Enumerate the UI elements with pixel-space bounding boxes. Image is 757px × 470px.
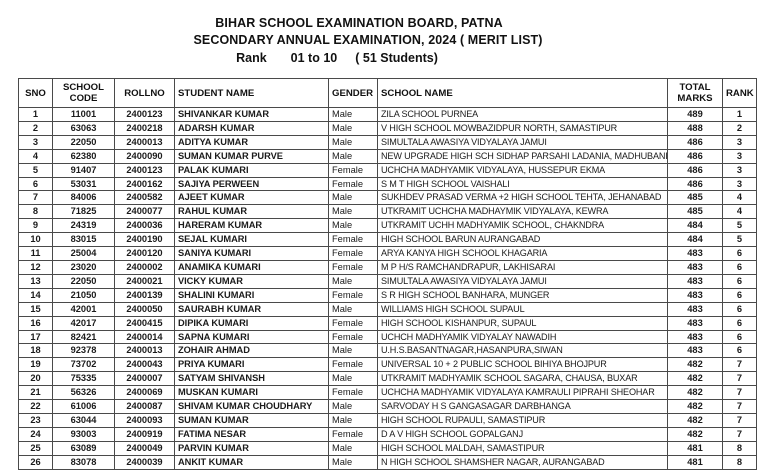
cell-gender: Male xyxy=(329,219,378,233)
header-rollno: ROLLNO xyxy=(115,79,175,108)
cell-student-name: SAURABH KUMAR xyxy=(175,302,329,316)
examination-title: SECONDARY ANNUAL EXAMINATION, 2024 ( MERIT LIST) xyxy=(193,33,543,47)
cell-school-code: 61006 xyxy=(53,400,115,414)
table-row xyxy=(19,233,757,247)
cell-rank: 6 xyxy=(723,260,757,274)
cell-student-name: PALAK KUMARI xyxy=(175,163,329,177)
cell-sno: 6 xyxy=(19,177,53,191)
cell-total-marks: 482 xyxy=(668,427,723,441)
cell-rank: 6 xyxy=(723,247,757,261)
cell-sno: 4 xyxy=(19,149,53,163)
cell-student-name: RAHUL KUMAR xyxy=(175,205,329,219)
cell-school-code: 63044 xyxy=(53,413,115,427)
cell-school-name: HIGH SCHOOL MALDAH, SAMASTIPUR xyxy=(378,441,668,455)
cell-total-marks: 481 xyxy=(668,455,723,469)
cell-sno: 3 xyxy=(19,135,53,149)
cell-rollno: 2400123 xyxy=(115,163,175,177)
cell-school-name: UTKRAMIT UCHCHA MADHAYMIK VIDYALAYA, KEWRA xyxy=(378,205,668,219)
rank-range-value: 01 to 10 xyxy=(290,51,338,65)
cell-school-code: 24319 xyxy=(53,219,115,233)
cell-student-name: AJEET KUMAR xyxy=(175,191,329,205)
table-row xyxy=(19,441,757,455)
cell-school-name: UCHCHA MADHYAMIK VIDYALAYA KAMRAULI PIPRAHI SHEOHAR xyxy=(378,386,668,400)
cell-student-name: ADITYA KUMAR xyxy=(175,135,329,149)
header-row xyxy=(19,79,757,108)
cell-sno: 20 xyxy=(19,372,53,386)
cell-school-name: SIMULTALA AWASIYA VIDYALAYA JAMUI xyxy=(378,135,668,149)
table-row xyxy=(19,108,757,122)
cell-rank: 6 xyxy=(723,330,757,344)
cell-student-name: MUSKAN KUMARI xyxy=(175,386,329,400)
cell-student-name: PRIYA KUMARI xyxy=(175,358,329,372)
cell-rank: 2 xyxy=(723,121,757,135)
table-row xyxy=(19,400,757,414)
cell-total-marks: 486 xyxy=(668,177,723,191)
header-school-code xyxy=(53,79,115,108)
table-row xyxy=(19,386,757,400)
cell-total-marks: 484 xyxy=(668,219,723,233)
cell-rollno: 2400013 xyxy=(115,135,175,149)
cell-gender: Female xyxy=(329,288,378,302)
cell-total-marks: 485 xyxy=(668,191,723,205)
cell-total-marks: 486 xyxy=(668,149,723,163)
cell-student-name: SAPNA KUMARI xyxy=(175,330,329,344)
student-count: ( 51 Students) xyxy=(355,51,438,65)
cell-rank: 3 xyxy=(723,163,757,177)
cell-student-name: SUMAN KUMAR xyxy=(175,413,329,427)
cell-sno: 18 xyxy=(19,344,53,358)
header-rank: RANK xyxy=(723,79,757,108)
cell-school-code: 56326 xyxy=(53,386,115,400)
cell-gender: Male xyxy=(329,149,378,163)
cell-sno: 5 xyxy=(19,163,53,177)
cell-school-name: S M T HIGH SCHOOL VAISHALI xyxy=(378,177,668,191)
cell-gender: Male xyxy=(329,274,378,288)
cell-rollno: 2400043 xyxy=(115,358,175,372)
cell-student-name: SEJAL KUMARI xyxy=(175,233,329,247)
cell-school-name: U.H.S.BASANTNAGAR,HASANPURA,SIWAN xyxy=(378,344,668,358)
cell-sno: 1 xyxy=(19,108,53,122)
table-row xyxy=(19,121,757,135)
cell-sno: 11 xyxy=(19,247,53,261)
cell-sno: 17 xyxy=(19,330,53,344)
cell-rank: 6 xyxy=(723,344,757,358)
cell-student-name: SHALINI KUMARI xyxy=(175,288,329,302)
table-row xyxy=(19,177,757,191)
cell-school-name: UCHCH MADHYAMIK VIDYALAY NAWADIH xyxy=(378,330,668,344)
cell-total-marks: 483 xyxy=(668,316,723,330)
cell-gender: Male xyxy=(329,302,378,316)
table-row xyxy=(19,247,757,261)
cell-rank: 7 xyxy=(723,400,757,414)
cell-rank: 7 xyxy=(723,413,757,427)
cell-school-code: 83078 xyxy=(53,455,115,469)
cell-school-name: D A V HIGH SCHOOL GOPALGANJ xyxy=(378,427,668,441)
cell-sno: 12 xyxy=(19,260,53,274)
cell-total-marks: 485 xyxy=(668,205,723,219)
cell-sno: 23 xyxy=(19,413,53,427)
cell-sno: 24 xyxy=(19,427,53,441)
cell-gender: Male xyxy=(329,441,378,455)
cell-rollno: 2400087 xyxy=(115,400,175,414)
cell-rank: 8 xyxy=(723,441,757,455)
cell-gender: Male xyxy=(329,121,378,135)
cell-school-code: 63089 xyxy=(53,441,115,455)
cell-school-code: 75335 xyxy=(53,372,115,386)
cell-rank: 4 xyxy=(723,205,757,219)
cell-sno: 14 xyxy=(19,288,53,302)
cell-rollno: 2400415 xyxy=(115,316,175,330)
cell-school-name: HIGH SCHOOL RUPAULI, SAMASTIPUR xyxy=(378,413,668,427)
header-gender: GENDER xyxy=(329,79,378,108)
table-row xyxy=(19,288,757,302)
header-school-code-line1: SCHOOL xyxy=(62,82,105,93)
merit-table xyxy=(18,78,757,470)
cell-student-name: PARVIN KUMAR xyxy=(175,441,329,455)
cell-rank: 7 xyxy=(723,358,757,372)
cell-school-code: 73702 xyxy=(53,358,115,372)
cell-gender: Male xyxy=(329,372,378,386)
cell-rollno: 2400039 xyxy=(115,455,175,469)
cell-school-name: V HIGH SCHOOL MOWBAZIDPUR NORTH, SAMASTIPUR xyxy=(378,121,668,135)
header-total-marks-line1: TOTAL xyxy=(679,82,711,93)
cell-rank: 6 xyxy=(723,302,757,316)
cell-rank: 8 xyxy=(723,455,757,469)
cell-school-name: HIGH SCHOOL BARUN AURANGABAD xyxy=(378,233,668,247)
table-row xyxy=(19,135,757,149)
table-row xyxy=(19,219,757,233)
cell-school-name: UTKRAMIT MADHYAMIK SCHOOL SAGARA, CHAUSA, BUXAR xyxy=(378,372,668,386)
cell-gender: Male xyxy=(329,135,378,149)
cell-school-name: WILLIAMS HIGH SCHOOL SUPAUL xyxy=(378,302,668,316)
cell-rank: 3 xyxy=(723,135,757,149)
header-total-marks xyxy=(668,79,723,108)
cell-sno: 16 xyxy=(19,316,53,330)
table-row xyxy=(19,205,757,219)
cell-school-name: NEW UPGRADE HIGH SCH SIDHAP PARSAHI LADANIA, MADHUBANI xyxy=(378,149,668,163)
cell-rollno: 2400013 xyxy=(115,344,175,358)
cell-school-code: 82421 xyxy=(53,330,115,344)
cell-school-code: 63063 xyxy=(53,121,115,135)
header-school-code-line2: CODE xyxy=(69,93,98,104)
cell-rank: 6 xyxy=(723,316,757,330)
cell-school-code: 22050 xyxy=(53,135,115,149)
cell-student-name: ZOHAIR AHMAD xyxy=(175,344,329,358)
cell-rollno: 2400093 xyxy=(115,413,175,427)
cell-school-name: ARYA KANYA HIGH SCHOOL KHAGARIA xyxy=(378,247,668,261)
cell-total-marks: 482 xyxy=(668,400,723,414)
table-row xyxy=(19,274,757,288)
cell-school-code: 93003 xyxy=(53,427,115,441)
cell-gender: Male xyxy=(329,455,378,469)
cell-school-code: 71825 xyxy=(53,205,115,219)
cell-total-marks: 481 xyxy=(668,441,723,455)
cell-total-marks: 483 xyxy=(668,302,723,316)
cell-rollno: 2400139 xyxy=(115,288,175,302)
cell-sno: 15 xyxy=(19,302,53,316)
cell-school-code: 42001 xyxy=(53,302,115,316)
cell-rollno: 2400123 xyxy=(115,108,175,122)
table-row xyxy=(19,149,757,163)
cell-rank: 4 xyxy=(723,191,757,205)
cell-rank: 5 xyxy=(723,233,757,247)
cell-total-marks: 483 xyxy=(668,330,723,344)
cell-student-name: SANIYA KUMARI xyxy=(175,247,329,261)
cell-rollno: 2400036 xyxy=(115,219,175,233)
cell-sno: 26 xyxy=(19,455,53,469)
cell-rollno: 2400077 xyxy=(115,205,175,219)
cell-student-name: ANKIT KUMAR xyxy=(175,455,329,469)
cell-total-marks: 484 xyxy=(668,233,723,247)
cell-gender: Female xyxy=(329,358,378,372)
cell-gender: Male xyxy=(329,191,378,205)
cell-total-marks: 486 xyxy=(668,135,723,149)
header-sno: SNO xyxy=(19,79,53,108)
cell-student-name: SHIVANKAR KUMAR xyxy=(175,108,329,122)
cell-sno: 13 xyxy=(19,274,53,288)
table-row xyxy=(19,372,757,386)
cell-rank: 7 xyxy=(723,372,757,386)
cell-rollno: 2400014 xyxy=(115,330,175,344)
cell-rollno: 2400090 xyxy=(115,149,175,163)
table-row xyxy=(19,260,757,274)
cell-total-marks: 482 xyxy=(668,358,723,372)
cell-total-marks: 482 xyxy=(668,413,723,427)
cell-total-marks: 483 xyxy=(668,260,723,274)
cell-total-marks: 482 xyxy=(668,386,723,400)
cell-rank: 3 xyxy=(723,149,757,163)
cell-sno: 21 xyxy=(19,386,53,400)
cell-student-name: ADARSH KUMAR xyxy=(175,121,329,135)
table-row xyxy=(19,358,757,372)
cell-gender: Male xyxy=(329,344,378,358)
cell-sno: 7 xyxy=(19,191,53,205)
table-row xyxy=(19,413,757,427)
cell-sno: 2 xyxy=(19,121,53,135)
cell-total-marks: 486 xyxy=(668,163,723,177)
document-header xyxy=(0,0,718,67)
cell-school-name: S R HIGH SCHOOL BANHARA, MUNGER xyxy=(378,288,668,302)
cell-school-code: 91407 xyxy=(53,163,115,177)
cell-gender: Male xyxy=(329,413,378,427)
cell-school-name: SUKHDEV PRASAD VERMA +2 HIGH SCHOOL TEHTA, JEHANABAD xyxy=(378,191,668,205)
cell-school-code: 21050 xyxy=(53,288,115,302)
cell-school-name: UCHCHA MADHYAMIK VIDYALAYA, HUSSEPUR EKMA xyxy=(378,163,668,177)
cell-student-name: DIPIKA KUMARI xyxy=(175,316,329,330)
cell-rollno: 2400582 xyxy=(115,191,175,205)
cell-gender: Female xyxy=(329,177,378,191)
header-student-name: STUDENT NAME xyxy=(175,79,329,108)
cell-gender: Female xyxy=(329,233,378,247)
cell-sno: 8 xyxy=(19,205,53,219)
cell-rank: 7 xyxy=(723,427,757,441)
cell-student-name: SUMAN KUMAR PURVE xyxy=(175,149,329,163)
cell-student-name: SAJIYA PERWEEN xyxy=(175,177,329,191)
rank-label: Rank xyxy=(236,51,267,65)
cell-school-name: M P H/S RAMCHANDRAPUR, LAKHISARAI xyxy=(378,260,668,274)
cell-school-name: SIMULTALA AWASIYA VIDYALAYA JAMUI xyxy=(378,274,668,288)
header-school-name: SCHOOL NAME xyxy=(378,79,668,108)
cell-rollno: 2400049 xyxy=(115,441,175,455)
table-row xyxy=(19,455,757,469)
cell-rank: 5 xyxy=(723,219,757,233)
merit-table-container xyxy=(18,78,754,470)
cell-gender: Male xyxy=(329,400,378,414)
cell-sno: 10 xyxy=(19,233,53,247)
cell-rank: 1 xyxy=(723,108,757,122)
cell-rollno: 2400021 xyxy=(115,274,175,288)
cell-school-name: SARVODAY H S GANGASAGAR DARBHANGA xyxy=(378,400,668,414)
cell-gender: Female xyxy=(329,163,378,177)
cell-sno: 25 xyxy=(19,441,53,455)
table-row xyxy=(19,427,757,441)
cell-sno: 22 xyxy=(19,400,53,414)
cell-rollno: 2400007 xyxy=(115,372,175,386)
cell-rank: 6 xyxy=(723,288,757,302)
header-total-marks-line2: MARKS xyxy=(677,93,713,104)
table-row xyxy=(19,191,757,205)
cell-total-marks: 483 xyxy=(668,288,723,302)
cell-rollno: 2400050 xyxy=(115,302,175,316)
cell-rollno: 2400120 xyxy=(115,247,175,261)
cell-student-name: HARERAM KUMAR xyxy=(175,219,329,233)
table-body xyxy=(19,108,757,470)
table-row xyxy=(19,163,757,177)
cell-rollno: 2400162 xyxy=(115,177,175,191)
cell-school-code: 23020 xyxy=(53,260,115,274)
cell-rollno: 2400069 xyxy=(115,386,175,400)
cell-rollno: 2400002 xyxy=(115,260,175,274)
cell-sno: 9 xyxy=(19,219,53,233)
board-title: BIHAR SCHOOL EXAMINATION BOARD, PATNA xyxy=(215,16,503,30)
cell-total-marks: 482 xyxy=(668,372,723,386)
cell-gender: Female xyxy=(329,386,378,400)
cell-rank: 7 xyxy=(723,386,757,400)
cell-school-name: N HIGH SCHOOL SHAMSHER NAGAR, AURANGABAD xyxy=(378,455,668,469)
cell-gender: Female xyxy=(329,330,378,344)
table-row xyxy=(19,344,757,358)
cell-school-name: HIGH SCHOOL KISHANPUR, SUPAUL xyxy=(378,316,668,330)
cell-school-name: ZILA SCHOOL PURNEA xyxy=(378,108,668,122)
cell-school-code: 53031 xyxy=(53,177,115,191)
cell-sno: 19 xyxy=(19,358,53,372)
cell-rank: 3 xyxy=(723,177,757,191)
cell-student-name: FATIMA NESAR xyxy=(175,427,329,441)
cell-total-marks: 489 xyxy=(668,108,723,122)
cell-school-code: 84006 xyxy=(53,191,115,205)
cell-rollno: 2400218 xyxy=(115,121,175,135)
cell-student-name: SHIVAM KUMAR CHOUDHARY xyxy=(175,400,329,414)
cell-gender: Female xyxy=(329,427,378,441)
cell-student-name: VICKY KUMAR xyxy=(175,274,329,288)
cell-school-name: UTKRAMIT UCHH MADHYAMIK SCHOOL, CHAKNDRA xyxy=(378,219,668,233)
cell-school-code: 92378 xyxy=(53,344,115,358)
cell-gender: Female xyxy=(329,316,378,330)
cell-school-name: UNIVERSAL 10 + 2 PUBLIC SCHOOL BIHIYA BHOJPUR xyxy=(378,358,668,372)
cell-total-marks: 488 xyxy=(668,121,723,135)
table-header xyxy=(19,79,757,108)
cell-rollno: 2400919 xyxy=(115,427,175,441)
cell-school-code: 62380 xyxy=(53,149,115,163)
rank-range-line xyxy=(0,49,718,67)
table-row xyxy=(19,330,757,344)
cell-total-marks: 483 xyxy=(668,247,723,261)
cell-total-marks: 483 xyxy=(668,344,723,358)
cell-school-code: 83015 xyxy=(53,233,115,247)
cell-school-code: 11001 xyxy=(53,108,115,122)
cell-gender: Female xyxy=(329,260,378,274)
cell-gender: Male xyxy=(329,205,378,219)
cell-school-code: 25004 xyxy=(53,247,115,261)
cell-rollno: 2400190 xyxy=(115,233,175,247)
cell-total-marks: 483 xyxy=(668,274,723,288)
cell-gender: Female xyxy=(329,247,378,261)
cell-rank: 6 xyxy=(723,274,757,288)
cell-student-name: ANAMIKA KUMARI xyxy=(175,260,329,274)
table-row xyxy=(19,316,757,330)
cell-gender: Male xyxy=(329,108,378,122)
table-row xyxy=(19,302,757,316)
cell-student-name: SATYAM SHIVANSH xyxy=(175,372,329,386)
cell-school-code: 22050 xyxy=(53,274,115,288)
cell-school-code: 42017 xyxy=(53,316,115,330)
